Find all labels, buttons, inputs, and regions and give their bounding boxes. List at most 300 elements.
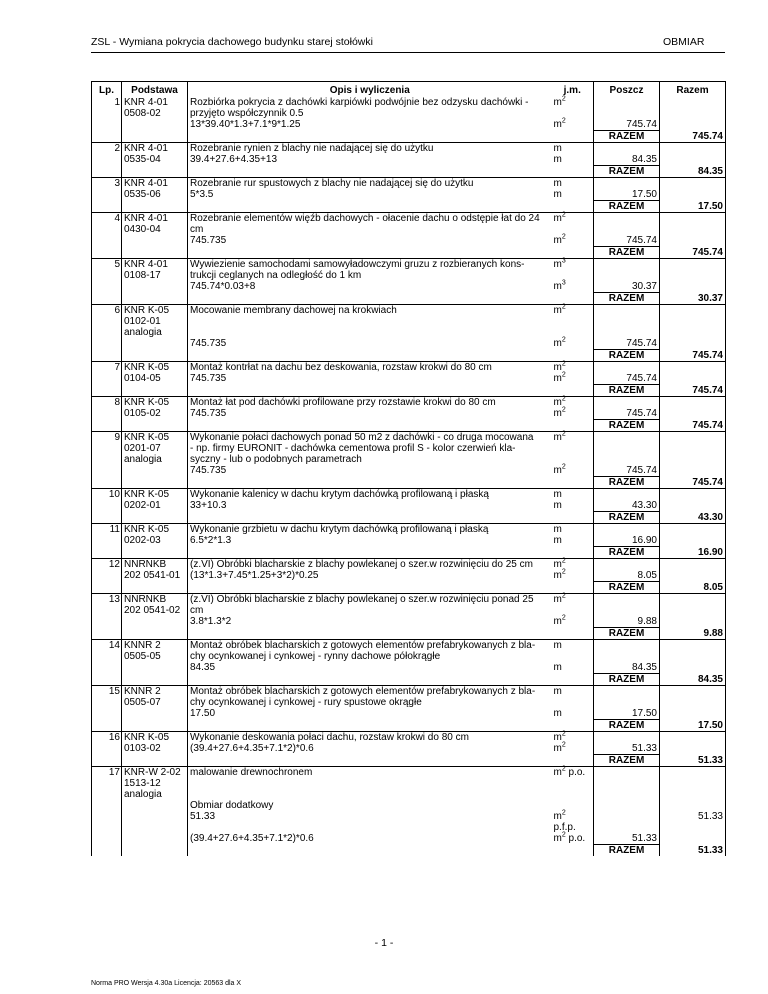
item-partial xyxy=(594,732,660,744)
item-number xyxy=(92,270,122,281)
item-total: 745.74 xyxy=(660,131,726,143)
razem-label: RAZEM xyxy=(594,582,660,594)
item-total xyxy=(660,489,726,501)
item-total xyxy=(660,143,726,155)
item-unit xyxy=(552,570,594,582)
item-basis xyxy=(122,235,188,247)
table-row xyxy=(92,720,726,732)
table-row xyxy=(92,327,726,338)
item-number xyxy=(92,465,122,477)
item-unit xyxy=(552,662,594,674)
item-unit xyxy=(552,559,594,571)
razem-label: RAZEM xyxy=(594,201,660,213)
item-total xyxy=(660,570,726,582)
table-row xyxy=(92,547,726,559)
item-unit xyxy=(552,362,594,374)
document-title: ZSL - Wymiana pokrycia dachowego budynku starej stołówki xyxy=(91,36,373,48)
razem-label: RAZEM xyxy=(594,845,660,857)
item-unit xyxy=(552,833,594,845)
item-number xyxy=(92,247,122,259)
item-unit xyxy=(552,811,594,822)
item-basis: 202 0541-02 xyxy=(122,605,188,616)
table-row xyxy=(92,800,726,811)
unit-base: m xyxy=(553,616,562,627)
item-unit xyxy=(552,605,594,616)
item-description: malowanie drewnochronem xyxy=(188,767,552,779)
item-description xyxy=(188,385,552,397)
item-partial xyxy=(594,489,660,501)
item-unit xyxy=(552,778,594,789)
unit-exp: 2 xyxy=(561,730,566,738)
item-unit xyxy=(552,454,594,465)
item-unit xyxy=(552,800,594,811)
item-number: 14 xyxy=(92,640,122,652)
item-partial xyxy=(594,605,660,616)
item-partial xyxy=(594,686,660,698)
item-number: 7 xyxy=(92,362,122,374)
item-total xyxy=(660,259,726,271)
table-row xyxy=(92,500,726,512)
item-total xyxy=(660,833,726,845)
unit-exp: 2 xyxy=(561,765,566,773)
item-basis: KNR 4-01 xyxy=(122,97,188,108)
item-total xyxy=(660,408,726,420)
item-total: 745.74 xyxy=(660,350,726,362)
item-description: Rozebranie rur spustowych z blachy nie nadającej się do użytku xyxy=(188,178,552,190)
item-number: 1 xyxy=(92,97,122,108)
item-unit xyxy=(552,397,594,409)
table-row xyxy=(92,767,726,779)
item-description: 745.735 xyxy=(188,235,552,247)
item-number xyxy=(92,154,122,166)
item-total xyxy=(660,108,726,119)
item-number xyxy=(92,420,122,432)
item-basis: 0202-01 xyxy=(122,500,188,512)
item-basis: KNR K-05 xyxy=(122,524,188,536)
item-unit xyxy=(552,259,594,271)
item-number xyxy=(92,373,122,385)
item-total xyxy=(660,397,726,409)
item-total xyxy=(660,605,726,616)
item-unit xyxy=(552,143,594,155)
item-total: 745.74 xyxy=(660,385,726,397)
item-description: syczny - lub o podobnych parametrach xyxy=(188,454,552,465)
item-description: chy ocynkowanej i cynkowej - rury spustowe okrągłe xyxy=(188,697,552,708)
unit-exp: 2 xyxy=(561,360,566,368)
item-basis: analogia xyxy=(122,327,188,338)
item-description: Montaż kontrłat na dachu bez deskowania, rozstaw krokwi do 80 cm xyxy=(188,362,552,374)
table-row xyxy=(92,224,726,235)
table-row xyxy=(92,97,726,108)
unit-base: m xyxy=(553,559,562,570)
item-total xyxy=(660,616,726,628)
item-unit xyxy=(552,154,594,166)
item-total xyxy=(660,443,726,454)
item-description: Wywiezienie samochodami samowyładowczymi gruzu z rozbieranych kons- xyxy=(188,259,552,271)
item-total: 51.33 xyxy=(660,845,726,857)
unit-exp: 2 xyxy=(561,406,566,414)
item-basis: KNR K-05 xyxy=(122,362,188,374)
item-unit xyxy=(552,582,594,594)
item-total xyxy=(660,686,726,698)
item-unit xyxy=(552,178,594,190)
item-number xyxy=(92,338,122,350)
item-partial xyxy=(594,767,660,779)
item-number: 4 xyxy=(92,213,122,225)
item-total: 8.05 xyxy=(660,582,726,594)
item-unit xyxy=(552,213,594,225)
table-row xyxy=(92,605,726,616)
razem-label: RAZEM xyxy=(594,385,660,397)
table-row xyxy=(92,108,726,119)
unit-exp: 2 xyxy=(561,233,566,241)
table-row xyxy=(92,512,726,524)
item-unit xyxy=(552,594,594,606)
item-partial: 30.37 xyxy=(594,281,660,293)
item-total xyxy=(660,767,726,779)
item-basis xyxy=(122,247,188,259)
razem-label: RAZEM xyxy=(594,247,660,259)
item-partial: 17.50 xyxy=(594,189,660,201)
item-basis xyxy=(122,281,188,293)
item-basis: 0102-01 xyxy=(122,316,188,327)
item-basis: KNR K-05 xyxy=(122,489,188,501)
item-unit xyxy=(552,201,594,213)
table-row xyxy=(92,732,726,744)
item-unit xyxy=(552,845,594,857)
item-basis: 0508-02 xyxy=(122,108,188,119)
unit-exp: 2 xyxy=(561,430,566,438)
unit-base: m xyxy=(553,524,562,535)
item-unit xyxy=(552,535,594,547)
item-description xyxy=(188,293,552,305)
item-unit xyxy=(552,385,594,397)
item-number xyxy=(92,697,122,708)
unit-base: m xyxy=(553,662,562,673)
item-description: Montaż obróbek blacharskich z gotowych elementów prefabrykowanych z bla- xyxy=(188,686,552,698)
table-row xyxy=(92,778,726,789)
item-number xyxy=(92,235,122,247)
unit-base: m xyxy=(553,535,562,546)
item-total: 16.90 xyxy=(660,547,726,559)
item-number xyxy=(92,570,122,582)
item-partial: 745.74 xyxy=(594,119,660,131)
unit-base: m xyxy=(553,833,562,844)
table-row xyxy=(92,477,726,489)
item-description: 33+10.3 xyxy=(188,500,552,512)
item-partial: 84.35 xyxy=(594,154,660,166)
item-number: 17 xyxy=(92,767,122,779)
item-description xyxy=(188,822,552,833)
item-partial: 17.50 xyxy=(594,708,660,720)
item-basis: 0104-05 xyxy=(122,373,188,385)
item-basis: 0103-02 xyxy=(122,743,188,755)
item-partial xyxy=(594,143,660,155)
razem-label: RAZEM xyxy=(594,420,660,432)
item-number xyxy=(92,628,122,640)
item-total: 84.35 xyxy=(660,674,726,686)
item-description: (z.VI) Obróbki blacharskie z blachy powlekanej o szer.w rozwinięciu do 25 cm xyxy=(188,559,552,571)
item-partial: 51.33 xyxy=(594,833,660,845)
unit-base: m xyxy=(553,500,562,511)
item-description xyxy=(188,201,552,213)
table-row xyxy=(92,686,726,698)
item-unit xyxy=(552,547,594,559)
item-partial xyxy=(594,778,660,789)
item-basis: KNR 4-01 xyxy=(122,213,188,225)
item-unit xyxy=(552,408,594,420)
item-number xyxy=(92,743,122,755)
item-unit xyxy=(552,524,594,536)
item-basis xyxy=(122,822,188,833)
item-unit xyxy=(552,108,594,119)
item-number xyxy=(92,454,122,465)
unit-exp: 2 xyxy=(561,395,566,403)
item-number xyxy=(92,708,122,720)
razem-label: RAZEM xyxy=(594,166,660,178)
item-partial xyxy=(594,454,660,465)
item-number: 16 xyxy=(92,732,122,744)
item-unit xyxy=(552,512,594,524)
item-partial: 745.74 xyxy=(594,373,660,385)
item-total xyxy=(660,500,726,512)
unit-base: m xyxy=(553,397,562,408)
unit-exp: 2 xyxy=(561,741,566,749)
item-number xyxy=(92,408,122,420)
item-total xyxy=(660,362,726,374)
item-unit xyxy=(552,281,594,293)
item-total xyxy=(660,743,726,755)
item-basis xyxy=(122,720,188,732)
item-number xyxy=(92,720,122,732)
item-unit xyxy=(552,270,594,281)
item-description: chy ocynkowanej i cynkowej - rynny dachowe półokrągłe xyxy=(188,651,552,662)
unit-base: m xyxy=(553,708,562,719)
item-basis xyxy=(122,800,188,811)
item-basis: analogia xyxy=(122,789,188,800)
item-unit xyxy=(552,293,594,305)
item-unit xyxy=(552,189,594,201)
item-basis xyxy=(122,628,188,640)
item-partial xyxy=(594,800,660,811)
item-basis: KNR 4-01 xyxy=(122,178,188,190)
item-number xyxy=(92,822,122,833)
item-total xyxy=(660,224,726,235)
item-partial: 8.05 xyxy=(594,570,660,582)
item-unit xyxy=(552,500,594,512)
table-row xyxy=(92,201,726,213)
item-number: 13 xyxy=(92,594,122,606)
item-description: - np. firmy EURONIT - dachówka cementowa profil S - kolor czerwień kla- xyxy=(188,443,552,454)
item-total xyxy=(660,594,726,606)
unit-exp: 2 xyxy=(561,211,566,219)
item-number: 2 xyxy=(92,143,122,155)
table-row xyxy=(92,708,726,720)
table-row xyxy=(92,465,726,477)
table-row xyxy=(92,559,726,571)
obmiar-table xyxy=(91,81,726,856)
item-description xyxy=(188,350,552,362)
item-number xyxy=(92,166,122,178)
table-row xyxy=(92,420,726,432)
item-unit xyxy=(552,628,594,640)
item-unit xyxy=(552,465,594,477)
razem-label: RAZEM xyxy=(594,755,660,767)
item-description: (z.VI) Obróbki blacharskie z blachy powlekanej o szer.w rozwinięciu ponad 25 xyxy=(188,594,552,606)
item-unit xyxy=(552,327,594,338)
table-row xyxy=(92,697,726,708)
col-jm: j.m. xyxy=(563,85,581,96)
table-row xyxy=(92,582,726,594)
item-basis: NNRNKB xyxy=(122,559,188,571)
item-number xyxy=(92,327,122,338)
item-description: Montaż łat pod dachówki profilowane przy rozstawie krokwi do 80 cm xyxy=(188,397,552,409)
item-description: 17.50 xyxy=(188,708,552,720)
item-partial xyxy=(594,224,660,235)
item-basis: KNR 4-01 xyxy=(122,143,188,155)
table-row xyxy=(92,143,726,155)
item-total xyxy=(660,697,726,708)
table-row xyxy=(92,489,726,501)
item-total xyxy=(660,97,726,108)
table-row xyxy=(92,845,726,857)
item-basis xyxy=(122,811,188,822)
item-description: przyjęto współczynnik 0.5 xyxy=(188,108,552,119)
item-unit xyxy=(552,651,594,662)
item-description: trukcji ceglanych na odległość do 1 km xyxy=(188,270,552,281)
item-unit xyxy=(552,247,594,259)
item-unit xyxy=(552,822,594,833)
item-description xyxy=(188,316,552,327)
item-description: (39.4+27.6+4.35+7.1*2)*0.6 xyxy=(188,833,552,845)
table-row xyxy=(92,833,726,845)
unit-exp: 2 xyxy=(561,336,566,344)
unit-base: m xyxy=(553,189,562,200)
item-total xyxy=(660,640,726,652)
item-number xyxy=(92,845,122,857)
table-row xyxy=(92,651,726,662)
unit-base: m xyxy=(553,305,562,316)
item-description: 745.735 xyxy=(188,338,552,350)
item-partial xyxy=(594,327,660,338)
item-unit xyxy=(552,767,594,779)
item-basis: analogia xyxy=(122,454,188,465)
item-unit xyxy=(552,305,594,317)
item-unit xyxy=(552,743,594,755)
unit-base: m xyxy=(553,732,562,743)
razem-label: RAZEM xyxy=(594,350,660,362)
item-basis xyxy=(122,293,188,305)
item-total xyxy=(660,270,726,281)
table-row xyxy=(92,662,726,674)
unit-exp: 2 xyxy=(561,371,566,379)
item-basis xyxy=(122,201,188,213)
item-number xyxy=(92,224,122,235)
item-description xyxy=(188,778,552,789)
unit-exp: 2 xyxy=(561,614,566,622)
item-basis: KNR 4-01 xyxy=(122,259,188,271)
item-basis xyxy=(122,674,188,686)
unit-base: m xyxy=(553,686,562,697)
razem-label: RAZEM xyxy=(594,547,660,559)
col-lp: Lp. xyxy=(92,82,122,98)
document-type: OBMIAR xyxy=(663,36,705,48)
item-basis: 0108-17 xyxy=(122,270,188,281)
item-description xyxy=(188,420,552,432)
item-basis xyxy=(122,845,188,857)
item-basis xyxy=(122,119,188,131)
table-row xyxy=(92,189,726,201)
item-number: 5 xyxy=(92,259,122,271)
item-description xyxy=(188,131,552,143)
item-description xyxy=(188,720,552,732)
item-partial xyxy=(594,443,660,454)
unit-exp: 2 xyxy=(561,303,566,311)
item-number xyxy=(92,547,122,559)
unit-base: m xyxy=(553,570,562,581)
item-basis xyxy=(122,547,188,559)
item-description: Rozbiórka pokrycia z dachówki karpiówki podwójnie bez odzysku dachówki - xyxy=(188,97,552,108)
table-row xyxy=(92,213,726,225)
unit-base: m xyxy=(553,767,562,778)
item-total xyxy=(660,465,726,477)
table-row xyxy=(92,119,726,131)
item-partial xyxy=(594,651,660,662)
unit-suffix: p.o. xyxy=(565,833,586,844)
item-number xyxy=(92,293,122,305)
table-row xyxy=(92,628,726,640)
item-basis xyxy=(122,708,188,720)
item-description xyxy=(188,547,552,559)
table-row xyxy=(92,616,726,628)
item-total: 9.88 xyxy=(660,628,726,640)
item-total xyxy=(660,789,726,800)
item-total xyxy=(660,662,726,674)
unit-exp: 3 xyxy=(561,279,566,287)
item-basis: KNNR 2 xyxy=(122,640,188,652)
item-unit xyxy=(552,616,594,628)
table-row xyxy=(92,281,726,293)
item-partial: 745.74 xyxy=(594,338,660,350)
item-total xyxy=(660,305,726,317)
table-row xyxy=(92,235,726,247)
item-description: Wykonanie deskowania połaci dachu, rozstaw krokwi do 80 cm xyxy=(188,732,552,744)
item-total xyxy=(660,651,726,662)
item-basis: KNR K-05 xyxy=(122,305,188,317)
item-partial: 16.90 xyxy=(594,535,660,547)
item-number xyxy=(92,119,122,131)
item-number: 11 xyxy=(92,524,122,536)
item-total xyxy=(660,524,726,536)
unit-base: m xyxy=(553,119,562,130)
item-basis xyxy=(122,166,188,178)
item-basis: 0535-06 xyxy=(122,189,188,201)
item-unit xyxy=(552,686,594,698)
item-number xyxy=(92,811,122,822)
table-row xyxy=(92,570,726,582)
item-basis: 0505-07 xyxy=(122,697,188,708)
unit-exp: 2 xyxy=(561,95,566,103)
item-basis: 0202-03 xyxy=(122,535,188,547)
item-partial xyxy=(594,270,660,281)
item-number xyxy=(92,616,122,628)
item-description: Mocowanie membrany dachowej na krokwiach xyxy=(188,305,552,317)
item-number xyxy=(92,512,122,524)
item-description xyxy=(188,628,552,640)
item-total xyxy=(660,213,726,225)
item-number xyxy=(92,662,122,674)
item-partial: 84.35 xyxy=(594,662,660,674)
